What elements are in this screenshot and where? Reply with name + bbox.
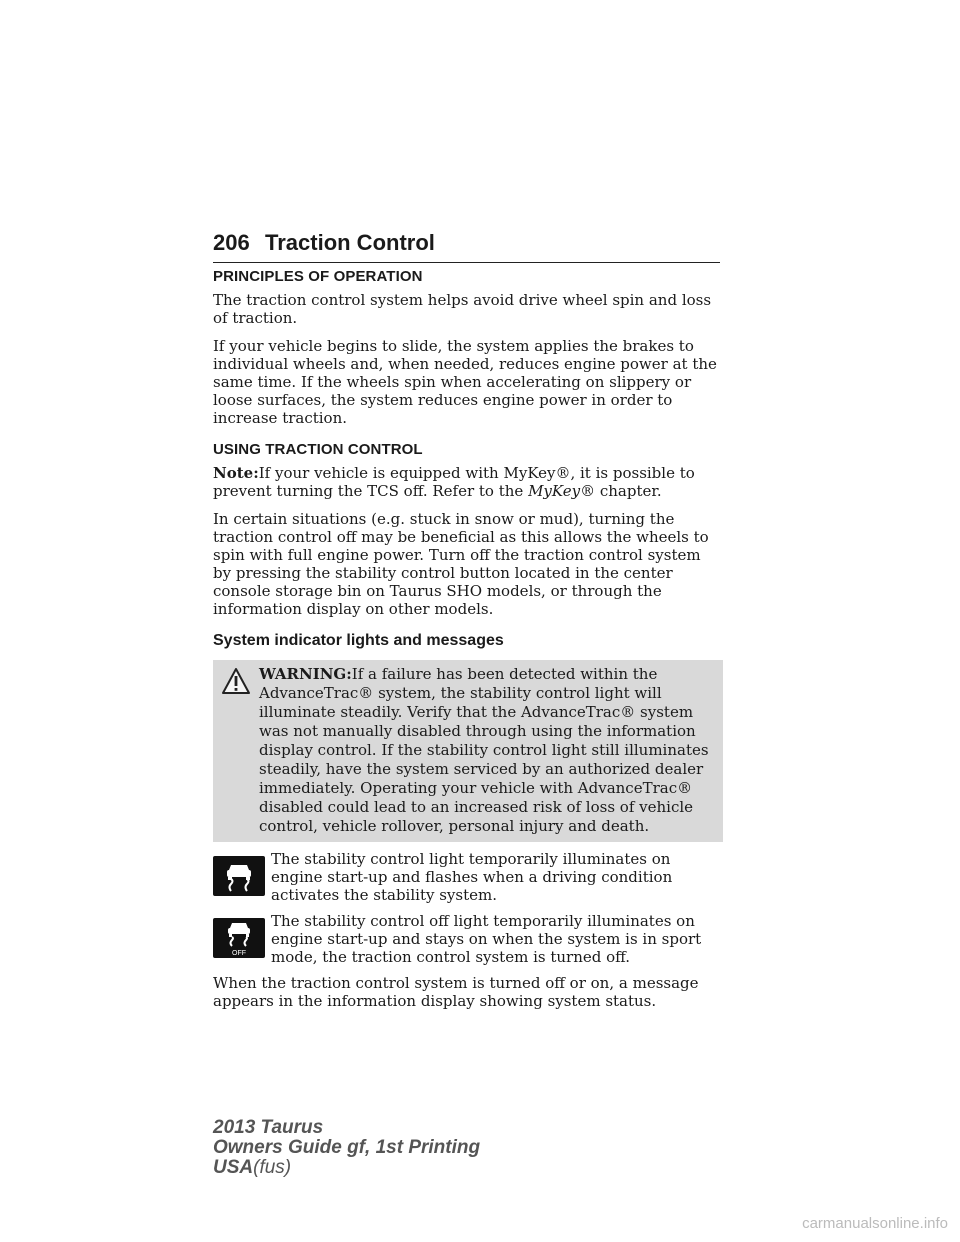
warning-text (259, 665, 717, 836)
page-footer (213, 1118, 480, 1178)
chapter-title: Traction Control (265, 230, 435, 255)
off-icon-label: OFF (232, 950, 246, 957)
stability-control-off-icon (213, 918, 265, 958)
note-paragraph (213, 464, 723, 500)
footer-country: USA (213, 1157, 254, 1178)
mykey-reference: MyKey® (528, 482, 596, 500)
footer-region-code: (fus) (253, 1157, 292, 1178)
paragraph: In certain situations (e.g. stuck in snow or mud), turning the traction control off may be beneficial as this allows the wheels to spin with full engine power. Turn off the traction control system by pressing the stability control button located in the center console storage bin on Taurus SHO models, or through the information display on other models. (213, 510, 709, 618)
stability-off-light-text: The stability control off light temporarily illuminates on engine start-up and stays on when the system is in sport mode, the traction control system is turned off. (271, 912, 702, 966)
stability-light-item (213, 850, 723, 904)
stability-off-light-item (213, 912, 723, 966)
stability-control-icon (213, 856, 265, 896)
warning-content (219, 665, 717, 836)
warning-label: WARNING: (259, 665, 352, 683)
section-heading-principles: PRINCIPLES OF OPERATION (213, 268, 423, 285)
footer-guide: Owners Guide gf, 1st Printing (213, 1137, 481, 1158)
warning-body: If a failure has been detected within the AdvanceTrac® system, the stability control light will illuminate steadily. Verify that the AdvanceTrac® system was not manually disabled through using the information display control. If the stability control light still illuminates steadily, have the system serviced by an authorized dealer immediately. Operating your vehicle with AdvanceTrac® disabled could lead to an increased risk of loss of vehicle control, vehicle rollover, personal injury and death. (259, 665, 709, 835)
stability-light-text: The stability control light temporarily illuminates on engine start-up and flashes when a driving condition activates the stability system. (271, 850, 673, 904)
note-text-end: chapter. (599, 482, 662, 500)
closing-paragraph: When the traction control system is turned off or on, a message appears in the information display showing system status. (213, 974, 699, 1010)
warning-triangle-icon (221, 667, 251, 695)
page-number: 206 (213, 230, 250, 255)
section-heading-using: USING TRACTION CONTROL (213, 441, 423, 458)
page-header (213, 230, 720, 263)
paragraph: If your vehicle begins to slide, the system applies the brakes to individual wheels and, when needed, reduces engine power at the same time. If the wheels spin when accelerating on slippery or loose surfaces, the system reduces engine power in order to increase traction. (213, 337, 717, 427)
footer-region (213, 1158, 480, 1178)
watermark: carmanualsonline.info (802, 1215, 948, 1232)
section-heading-indicators: System indicator lights and messages (213, 632, 504, 649)
note-text: If your vehicle is equipped with MyKey®, it is possible to prevent turning the TCS off. Refer to the (213, 464, 695, 500)
footer-model: 2013 Taurus (213, 1117, 324, 1138)
page-content (213, 268, 723, 1020)
paragraph: The traction control system helps avoid drive wheel spin and loss of traction. (213, 291, 712, 327)
warning-box (213, 660, 723, 842)
note-label: Note: (213, 464, 259, 482)
